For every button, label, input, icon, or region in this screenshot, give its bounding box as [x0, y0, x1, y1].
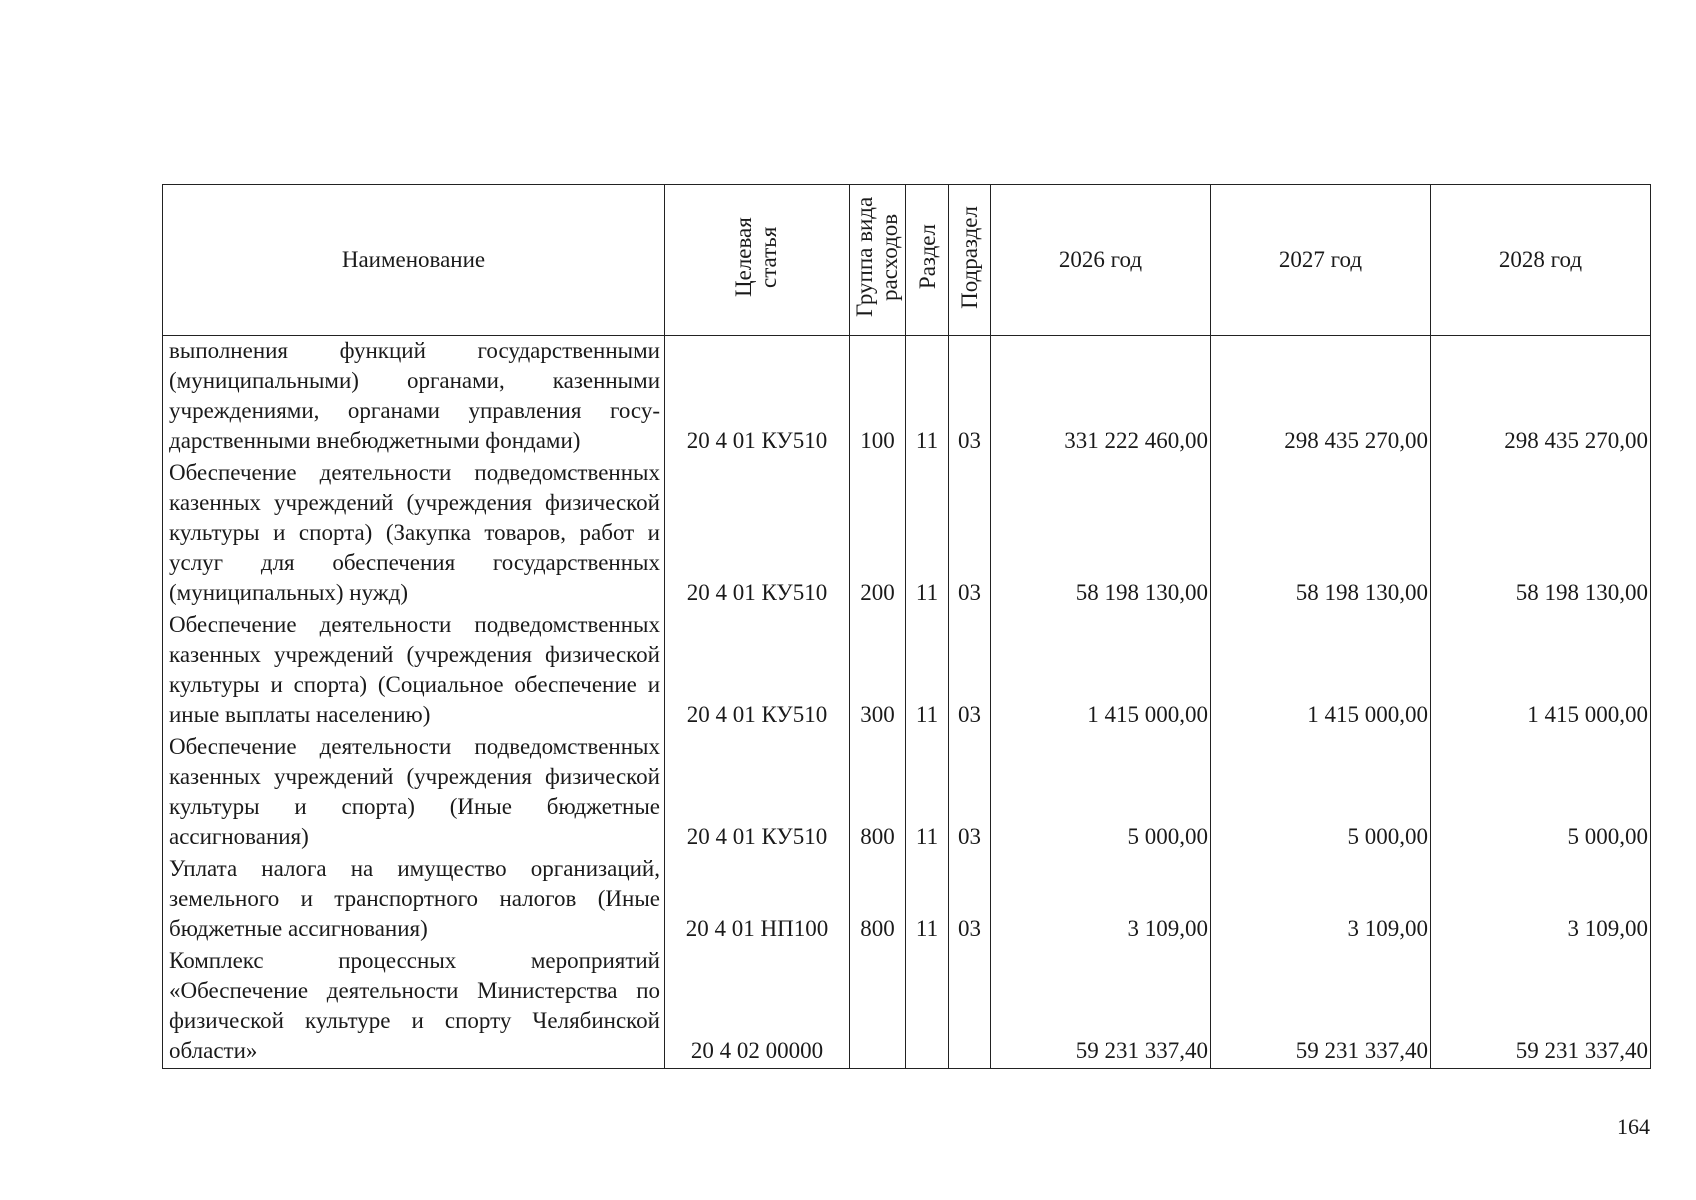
page-number: 164: [1617, 1114, 1650, 1139]
row-amount-2026: 1 415 000,00: [991, 610, 1211, 732]
row-name: Комплекс процессных мероприятий «Обеспечение деятельности Министерства по физической культуре и спорту Челябинской области»: [163, 946, 665, 1069]
table-row: [163, 336, 1651, 459]
row-name: выполнения функций государственными (муниципальными) органами, казенными учреждениями, органами управления государственными внебюджетными фондами): [163, 336, 665, 459]
header-name: Наименование: [163, 185, 665, 336]
row-code: 20 4 01 КУ510: [665, 610, 850, 732]
header-section: Раздел: [914, 224, 940, 290]
table-row: [163, 854, 1651, 946]
header-year-2027: 2027 год: [1211, 185, 1431, 336]
row-name: Уплата налога на имущество организаций, земельного и транспортного налогов (Иные бюджетные ассигнования): [163, 854, 665, 946]
row-amount-2027: 58 198 130,00: [1211, 458, 1431, 610]
row-code: 20 4 01 КУ510: [665, 732, 850, 854]
header-code: Целевая статья: [731, 217, 781, 297]
row-amount-2027: 3 109,00: [1211, 854, 1431, 946]
row-group: [850, 946, 906, 1069]
table-header-row: [163, 185, 1651, 336]
header-section-cell: [906, 185, 949, 336]
row-group: 800: [850, 854, 906, 946]
header-subsection: Подраздел: [957, 205, 982, 309]
row-amount-2026: 5 000,00: [991, 732, 1211, 854]
table-row: [163, 946, 1651, 1069]
row-section: 11: [906, 336, 949, 459]
header-year-2028: 2028 год: [1431, 185, 1651, 336]
header-code-cell: [665, 185, 850, 336]
row-section: 11: [906, 732, 949, 854]
row-group: 200: [850, 458, 906, 610]
header-group-cell: [850, 185, 906, 336]
row-code: 20 4 01 КУ510: [665, 336, 850, 459]
row-group: 800: [850, 732, 906, 854]
row-amount-2027: 1 415 000,00: [1211, 610, 1431, 732]
row-code: 20 4 01 НП100: [665, 854, 850, 946]
row-subsection: 03: [949, 458, 991, 610]
row-amount-2026: 3 109,00: [991, 854, 1211, 946]
header-group: Группа вида расходов: [851, 196, 902, 318]
row-group: 100: [850, 336, 906, 459]
row-code: 20 4 02 00000: [665, 946, 850, 1069]
row-section: 11: [906, 458, 949, 610]
row-code: 20 4 01 КУ510: [665, 458, 850, 610]
row-amount-2028: 5 000,00: [1431, 732, 1651, 854]
row-subsection: 03: [949, 854, 991, 946]
row-name: Обеспечение деятельности подведомственных казенных учреждений (учреждения физической культуры и спорта) (Закупка товаров, работ и услуг для обеспечения государственных (муниципальных) нужд): [163, 458, 665, 610]
row-section: 11: [906, 854, 949, 946]
table-row: [163, 732, 1651, 854]
row-subsection: 03: [949, 610, 991, 732]
row-amount-2026: 58 198 130,00: [991, 458, 1211, 610]
row-subsection: [949, 946, 991, 1069]
budget-table: [162, 184, 1651, 1069]
row-amount-2026: 59 231 337,40: [991, 946, 1211, 1069]
row-amount-2027: 59 231 337,40: [1211, 946, 1431, 1069]
header-year-2026: 2026 год: [991, 185, 1211, 336]
row-name: Обеспечение деятельности подведомственных казенных учреждений (учреждения физической культуры и спорта) (Иные бюджетные ассигнования): [163, 732, 665, 854]
row-section: [906, 946, 949, 1069]
row-amount-2028: 59 231 337,40: [1431, 946, 1651, 1069]
row-amount-2027: 298 435 270,00: [1211, 336, 1431, 459]
row-amount-2026: 331 222 460,00: [991, 336, 1211, 459]
row-subsection: 03: [949, 336, 991, 459]
row-subsection: 03: [949, 732, 991, 854]
table-row: [163, 610, 1651, 732]
row-amount-2028: 298 435 270,00: [1431, 336, 1651, 459]
row-group: 300: [850, 610, 906, 732]
table-row: [163, 458, 1651, 610]
row-amount-2028: 58 198 130,00: [1431, 458, 1651, 610]
row-section: 11: [906, 610, 949, 732]
row-amount-2027: 5 000,00: [1211, 732, 1431, 854]
row-name: Обеспечение деятельности подведомственных казенных учреждений (учреждения физической культуры и спорта) (Социальное обеспечение и иные выплаты населению): [163, 610, 665, 732]
header-subsection-cell: [949, 185, 991, 336]
row-amount-2028: 3 109,00: [1431, 854, 1651, 946]
row-amount-2028: 1 415 000,00: [1431, 610, 1651, 732]
